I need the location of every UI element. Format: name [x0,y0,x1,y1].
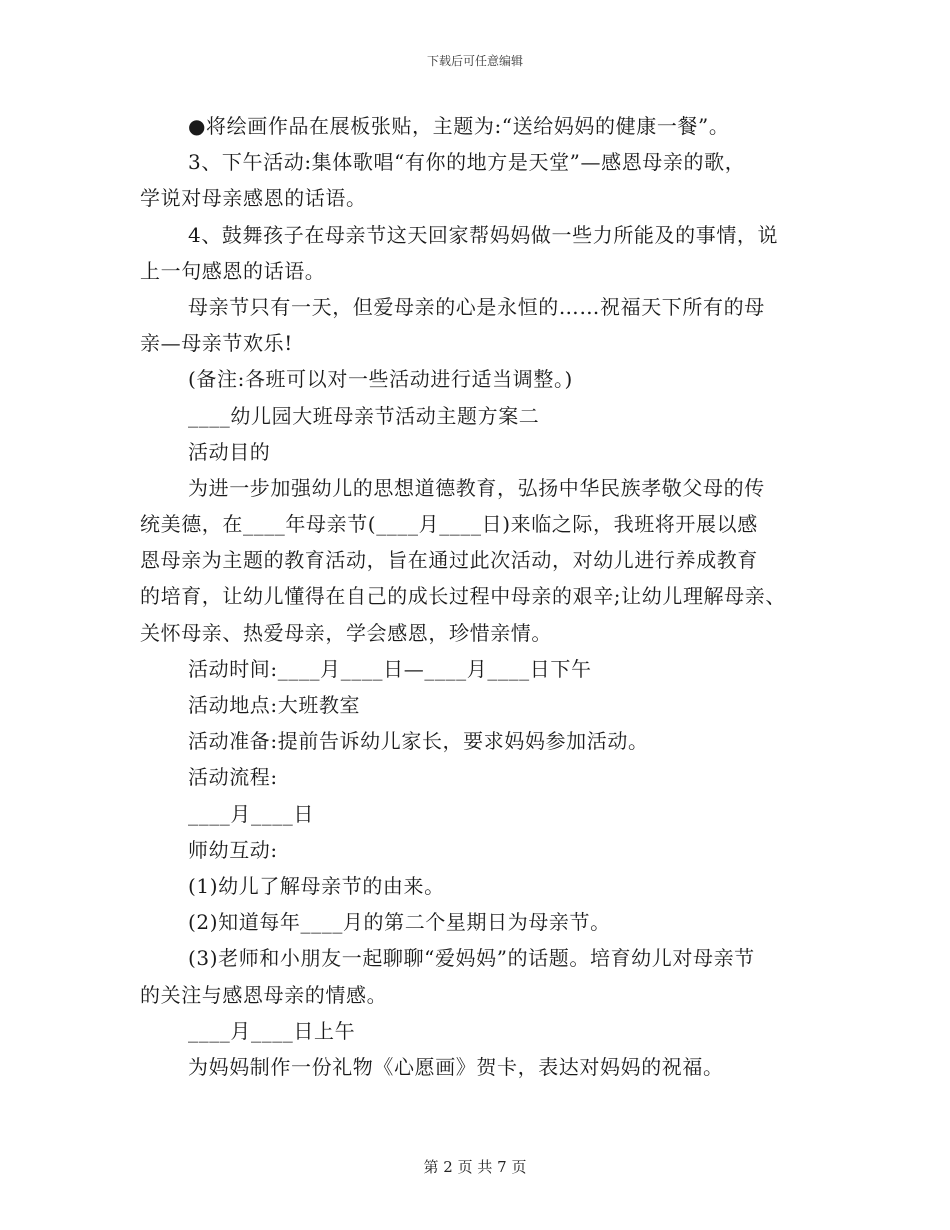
text-line: 母亲节只有一天，但爱母亲的心是永恒的……祝福天下所有的母 [188,294,765,319]
text-line: 学说对母亲感恩的话语。 [140,186,367,211]
text-line: ____幼儿园大班母亲节活动主题方案二 [188,403,540,428]
page-header: 下载后可任意编辑 [426,54,523,68]
text-line: ____月____日上午 [188,1018,356,1043]
text-line: 的培育，让幼儿懂得在自己的成长过程中母亲的艰辛;让幼儿理解母亲、 [140,584,786,609]
text-line: 恩母亲为主题的教育活动，旨在通过此次活动，对幼儿进行养成教育 [140,548,758,573]
text-line: 活动目的 [188,439,271,464]
document-body [140,108,820,1085]
text-line: 3、下午活动:集体歌唱“有你的地方是天堂”—感恩母亲的歌， [188,150,746,175]
text-line: 关怀母亲、热爱母亲，学会感恩，珍惜亲情。 [140,620,552,645]
text-line: 活动时间:____月____日—____月____日下午 [188,656,592,681]
text-line: 为妈妈制作一份礼物《心愿画》贺卡，表达对妈妈的祝福。 [188,1054,724,1079]
text-line: 活动地点:大班教室 [188,693,361,717]
text-line: ____月____日 [188,801,314,826]
text-line: 的关注与感恩母亲的情感。 [140,982,388,1007]
page-footer: 第 2 页 共 7 页 [423,1158,527,1176]
text-line: (1)幼儿了解母亲节的由来。 [188,873,445,898]
text-line: ●将绘画作品在展板张贴，主题为:“送给妈妈的健康一餐”。 [188,114,730,138]
text-line: (2)知道每年____月的第二个星期日为母亲节。 [188,910,611,935]
text-line: 活动流程: [188,765,278,790]
text-line: 统美德，在____年母亲节(____月____日)来临之际，我班将开展以感 [140,512,758,537]
text-line: 亲—母亲节欢乐! [140,331,293,356]
text-line: (备注:各班可以对一些活动进行适当调整。) [188,367,573,392]
text-line: 4、鼓舞孩子在母亲节这天回家帮妈妈做一些力所能及的事情，说 [188,222,779,247]
text-line: 上一句感恩的话语。 [140,258,326,283]
text-line: 活动准备:提前告诉幼儿家长，要求妈妈参加活动。 [188,729,649,754]
text-line: 为进一步加强幼儿的思想道德教育，弘扬中华民族孝敬父母的传 [188,475,765,500]
text-line: 师幼互动: [188,837,278,862]
text-line: (3)老师和小朋友一起聊聊“爱妈妈”的话题。培育幼儿对母亲节 [188,946,755,971]
